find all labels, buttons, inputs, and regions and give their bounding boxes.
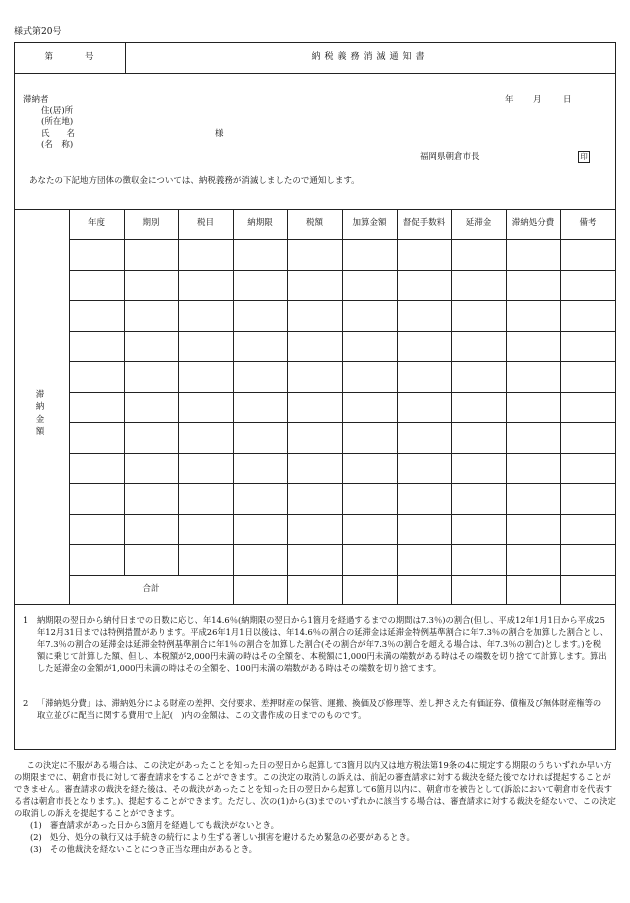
column-header: 督促手数料 xyxy=(402,218,446,229)
column-header: 年度 xyxy=(87,218,105,229)
table-bottom-rule xyxy=(15,604,615,605)
number-label-left: 第 xyxy=(44,52,55,63)
notice-form xyxy=(14,42,616,750)
appeal-paragraph: この決定に不服がある場合は、この決定があったことを知った日の翌日から起算して3箇月以内又は地方税法第19条の4に規定する期限のうちいずれか早い方の期限までに、朝倉市長に対して審査請求をすることができます。この決定の取消しの訴えは、前記の審査請求に対する裁決を経た後でなければ提起することができません。審査請求の裁決を経た後は、その裁決があったことを知った日の翌日から起算して6箇月以内に、朝倉市を被告として(訴訟において朝倉市を代表する者は朝倉市長となります。)、提起することができます。ただし、次の(1)から(3)までのいずれかに該当する場合は、審査請求に対する裁決を経ないで、この決定の取消しの訴えを提起することができます。 xyxy=(14,760,616,819)
appeal-condition-3: (3) その他裁決を経ないことにつき正当な理由があるとき。 xyxy=(30,844,257,855)
issuer-name: 福岡県朝倉市長 xyxy=(420,152,480,162)
appeal-instructions xyxy=(14,759,616,855)
table-row-rule xyxy=(69,270,616,271)
appeal-condition-1: (1) 審査請求があった日から3箇月を経過しても裁決がないとき。 xyxy=(30,820,279,831)
table-side-label: 滞納金額 xyxy=(35,390,45,437)
form-number: 様式第20号 xyxy=(14,27,62,37)
column-header: 期別 xyxy=(142,218,160,229)
table-row-rule xyxy=(69,544,616,545)
table-row-rule xyxy=(69,300,616,301)
note-2 xyxy=(23,697,609,721)
column-header: 備考 xyxy=(579,218,597,229)
name-label: 氏 名 xyxy=(41,129,76,139)
column-header: 税額 xyxy=(305,218,323,229)
date-month-label: 月 xyxy=(533,95,542,105)
note-1 xyxy=(23,614,609,674)
location-label: (所在地) xyxy=(41,117,74,127)
table-row-rule xyxy=(69,453,616,454)
column-header: 延滞金 xyxy=(465,218,492,229)
total-label: 合計 xyxy=(142,583,160,594)
appeal-condition-2: (2) 処分、処分の執行又は手続きの続行により生ずる著しい損害を避けるため緊急の必要があるとき。 xyxy=(30,832,415,843)
column-header: 税目 xyxy=(196,218,214,229)
note-1-number: 1 xyxy=(23,615,29,625)
column-header: 納期限 xyxy=(247,218,273,229)
seal-stamp: 印 xyxy=(578,151,590,163)
number-label-right: 号 xyxy=(85,52,96,63)
note-2-text: 「滞納処分費」は、滞納処分による財産の差押、交付要求、差押財産の保管、運搬、換価及び修理等、差し押さえた有価証券、債権及び無体財産権等の取立並びに配当に関する費用で上記( )内の金額は、この文書作成の日までのものです。 xyxy=(37,698,602,721)
document-number-field xyxy=(15,43,125,73)
document-title: 納税義務消滅通知書 xyxy=(311,52,429,63)
column-header: 加算金額 xyxy=(352,218,387,229)
address-label: 住(居)所 xyxy=(41,106,74,116)
note-2-number: 2 xyxy=(23,698,29,708)
table-row-rule xyxy=(69,392,616,393)
delinquent-label: 滞納者 xyxy=(23,95,49,105)
table-row-rule xyxy=(69,514,616,515)
corporate-name-label: (名 称) xyxy=(41,140,74,150)
table-header-rule xyxy=(69,239,616,240)
header-rule xyxy=(15,73,615,74)
table-row-rule xyxy=(69,331,616,332)
note-1-text: 納期限の翌日から納付日までの日数に応じ、年14.6％(納期限の翌日から1箇月を経過するまでの期間は7.3％)の割合(但し、平成12年1月1日から平成25年12月31日までは特例措置があります。平成26年1月1日以後は、年14.6％の割合の延滞金は延滞金特例基準割合に年7.3％の割合を加算した割合とし、年7.3％の割合の延滞金は延滞金特例基準割合に年1％の割合を加算した割合(その割合が年7.3％の割合を超える場合は、年7.3％の割合)とします。)を税額に乗じて計算した額、但し、本税額が2,000円未満の時はその全額を、本税額に1,000円未満の端数がある時はその端数を切り捨てて計算します。算出した延滞金の金額が1,000円未満の時はその全額を、100円未満の端数がある時はその端数を切り捨てます。 xyxy=(37,615,609,674)
table-row-rule xyxy=(69,361,616,362)
honorific: 様 xyxy=(215,129,224,139)
intro-text: あなたの下記地方団体の徴収金については、納税義務が消滅しましたので通知します。 xyxy=(29,176,360,186)
date-year-label: 年 xyxy=(505,95,514,105)
table-row-rule xyxy=(69,483,616,484)
date-day-label: 日 xyxy=(563,95,572,105)
column-header: 滞納処分費 xyxy=(511,218,555,229)
table-row-rule xyxy=(69,422,616,423)
